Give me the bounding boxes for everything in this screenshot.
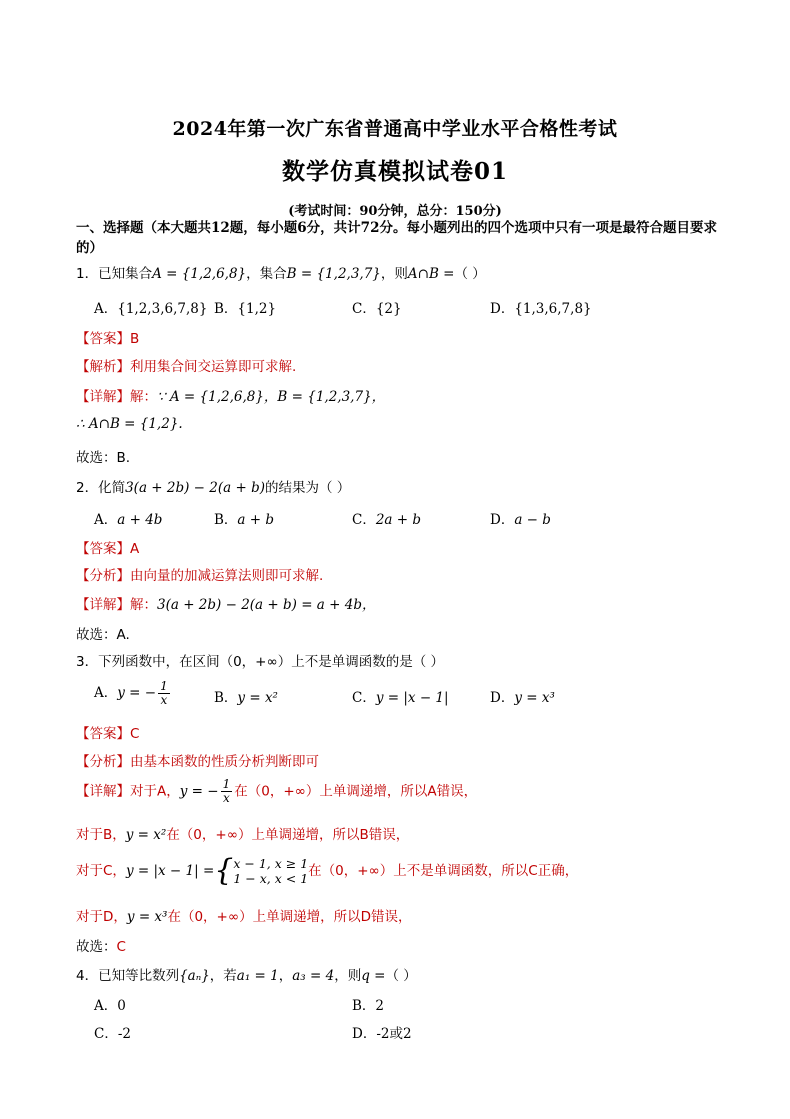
q3-detail-d: 对于D，y = x³在（0，+∞）上单调递增，所以D错误， (76, 909, 412, 925)
q4-option-a[interactable]: A．0 (94, 998, 126, 1014)
question-1-stem: 1．已知集合A = {1,2,6,8}，集合B = {1,2,3,7}，则A∩B =（ ） (76, 266, 486, 282)
q1-analysis: 【解析】利用集合间交运算即可求解. (76, 359, 297, 375)
q3-option-c[interactable]: C．y = |x − 1| (352, 690, 449, 706)
q3-detail-a: 【详解】对于A，y = − $\frac{1}{x}$ 在（0，+∞）上单调递增，所以A错误， (76, 777, 478, 805)
q2-answer: 【答案】A (76, 541, 140, 557)
q1-option-d[interactable]: D．{1,3,6,7,8} (490, 301, 592, 317)
exam-subtitle: 数学仿真模拟试卷01 (281, 158, 508, 185)
q3-option-b[interactable]: B．y = x² (214, 690, 278, 706)
q2-option-b[interactable]: B．a + b (214, 512, 275, 528)
q4-option-b[interactable]: B．2 (352, 998, 385, 1014)
q3-answer: 【答案】C (76, 726, 140, 742)
q2-analysis: 【分析】由向量的加减运算法则即可求解. (76, 568, 324, 584)
q3-detail-c: 对于C，y = |x − 1| ={ x − 1, x ≥ 1 1 − x, x < 1 在（0，+∞）上不是单调函数，所以C正确， (76, 853, 579, 888)
q1-option-a[interactable]: A．{1,2,3,6,7,8} (94, 301, 208, 317)
q3-detail-b: 对于B，y = x²在（0，+∞）上单调递增，所以B错误， (76, 827, 410, 843)
time-info: (考试时间：90分钟，总分：150分) (288, 204, 502, 219)
question-2-stem: 2．化简3(a + 2b) − 2(a + b)的结果为（ ） (76, 480, 351, 496)
section-heading: 一、选择题（本大题共12题，每小题6分，共计72分。每小题列出的四个选项中只有一项是最符合题目要求的） (76, 220, 717, 256)
q1-answer: 【答案】B (76, 331, 140, 347)
q1-choose: 故选：B. (76, 450, 131, 466)
question-3-stem: 3．下列函数中，在区间（0，+∞）上不是单调函数的是（ ） (76, 654, 445, 670)
q3-choose: 故选：C (76, 939, 126, 955)
q2-option-c[interactable]: C．2a + b (352, 512, 422, 528)
q1-option-b[interactable]: B．{1,2} (214, 301, 277, 317)
q1-detail: 【详解】解：∵ A = {1,2,6,8}，B = {1,2,3,7}， (76, 389, 386, 405)
exam-title: 2024年第一次广东省普通高中学业水平合格性考试 (172, 118, 618, 140)
q3-option-d[interactable]: D．y = x³ (490, 690, 555, 706)
q2-option-a[interactable]: A．a + 4b (94, 512, 163, 528)
q4-option-d[interactable]: D．-2或2 (352, 1026, 412, 1042)
q4-option-c[interactable]: C．-2 (94, 1026, 131, 1042)
q2-detail: 【详解】解：3(a + 2b) − 2(a + b) = a + 4b， (76, 597, 376, 613)
q3-analysis: 【分析】由基本函数的性质分析判断即可 (76, 754, 319, 770)
q3-option-a[interactable]: A．y = − $\frac{1}{x}$ (94, 679, 168, 707)
question-4-stem: 4．已知等比数列{aₙ}，若a₁ = 1，a₃ = 4，则q =（ ） (76, 968, 417, 984)
q2-option-d[interactable]: D．a − b (490, 512, 551, 528)
q1-option-c[interactable]: C．{2} (352, 301, 402, 317)
q1-result: ∴ A∩B = {1,2}. (76, 416, 183, 432)
q2-choose: 故选：A. (76, 627, 130, 643)
